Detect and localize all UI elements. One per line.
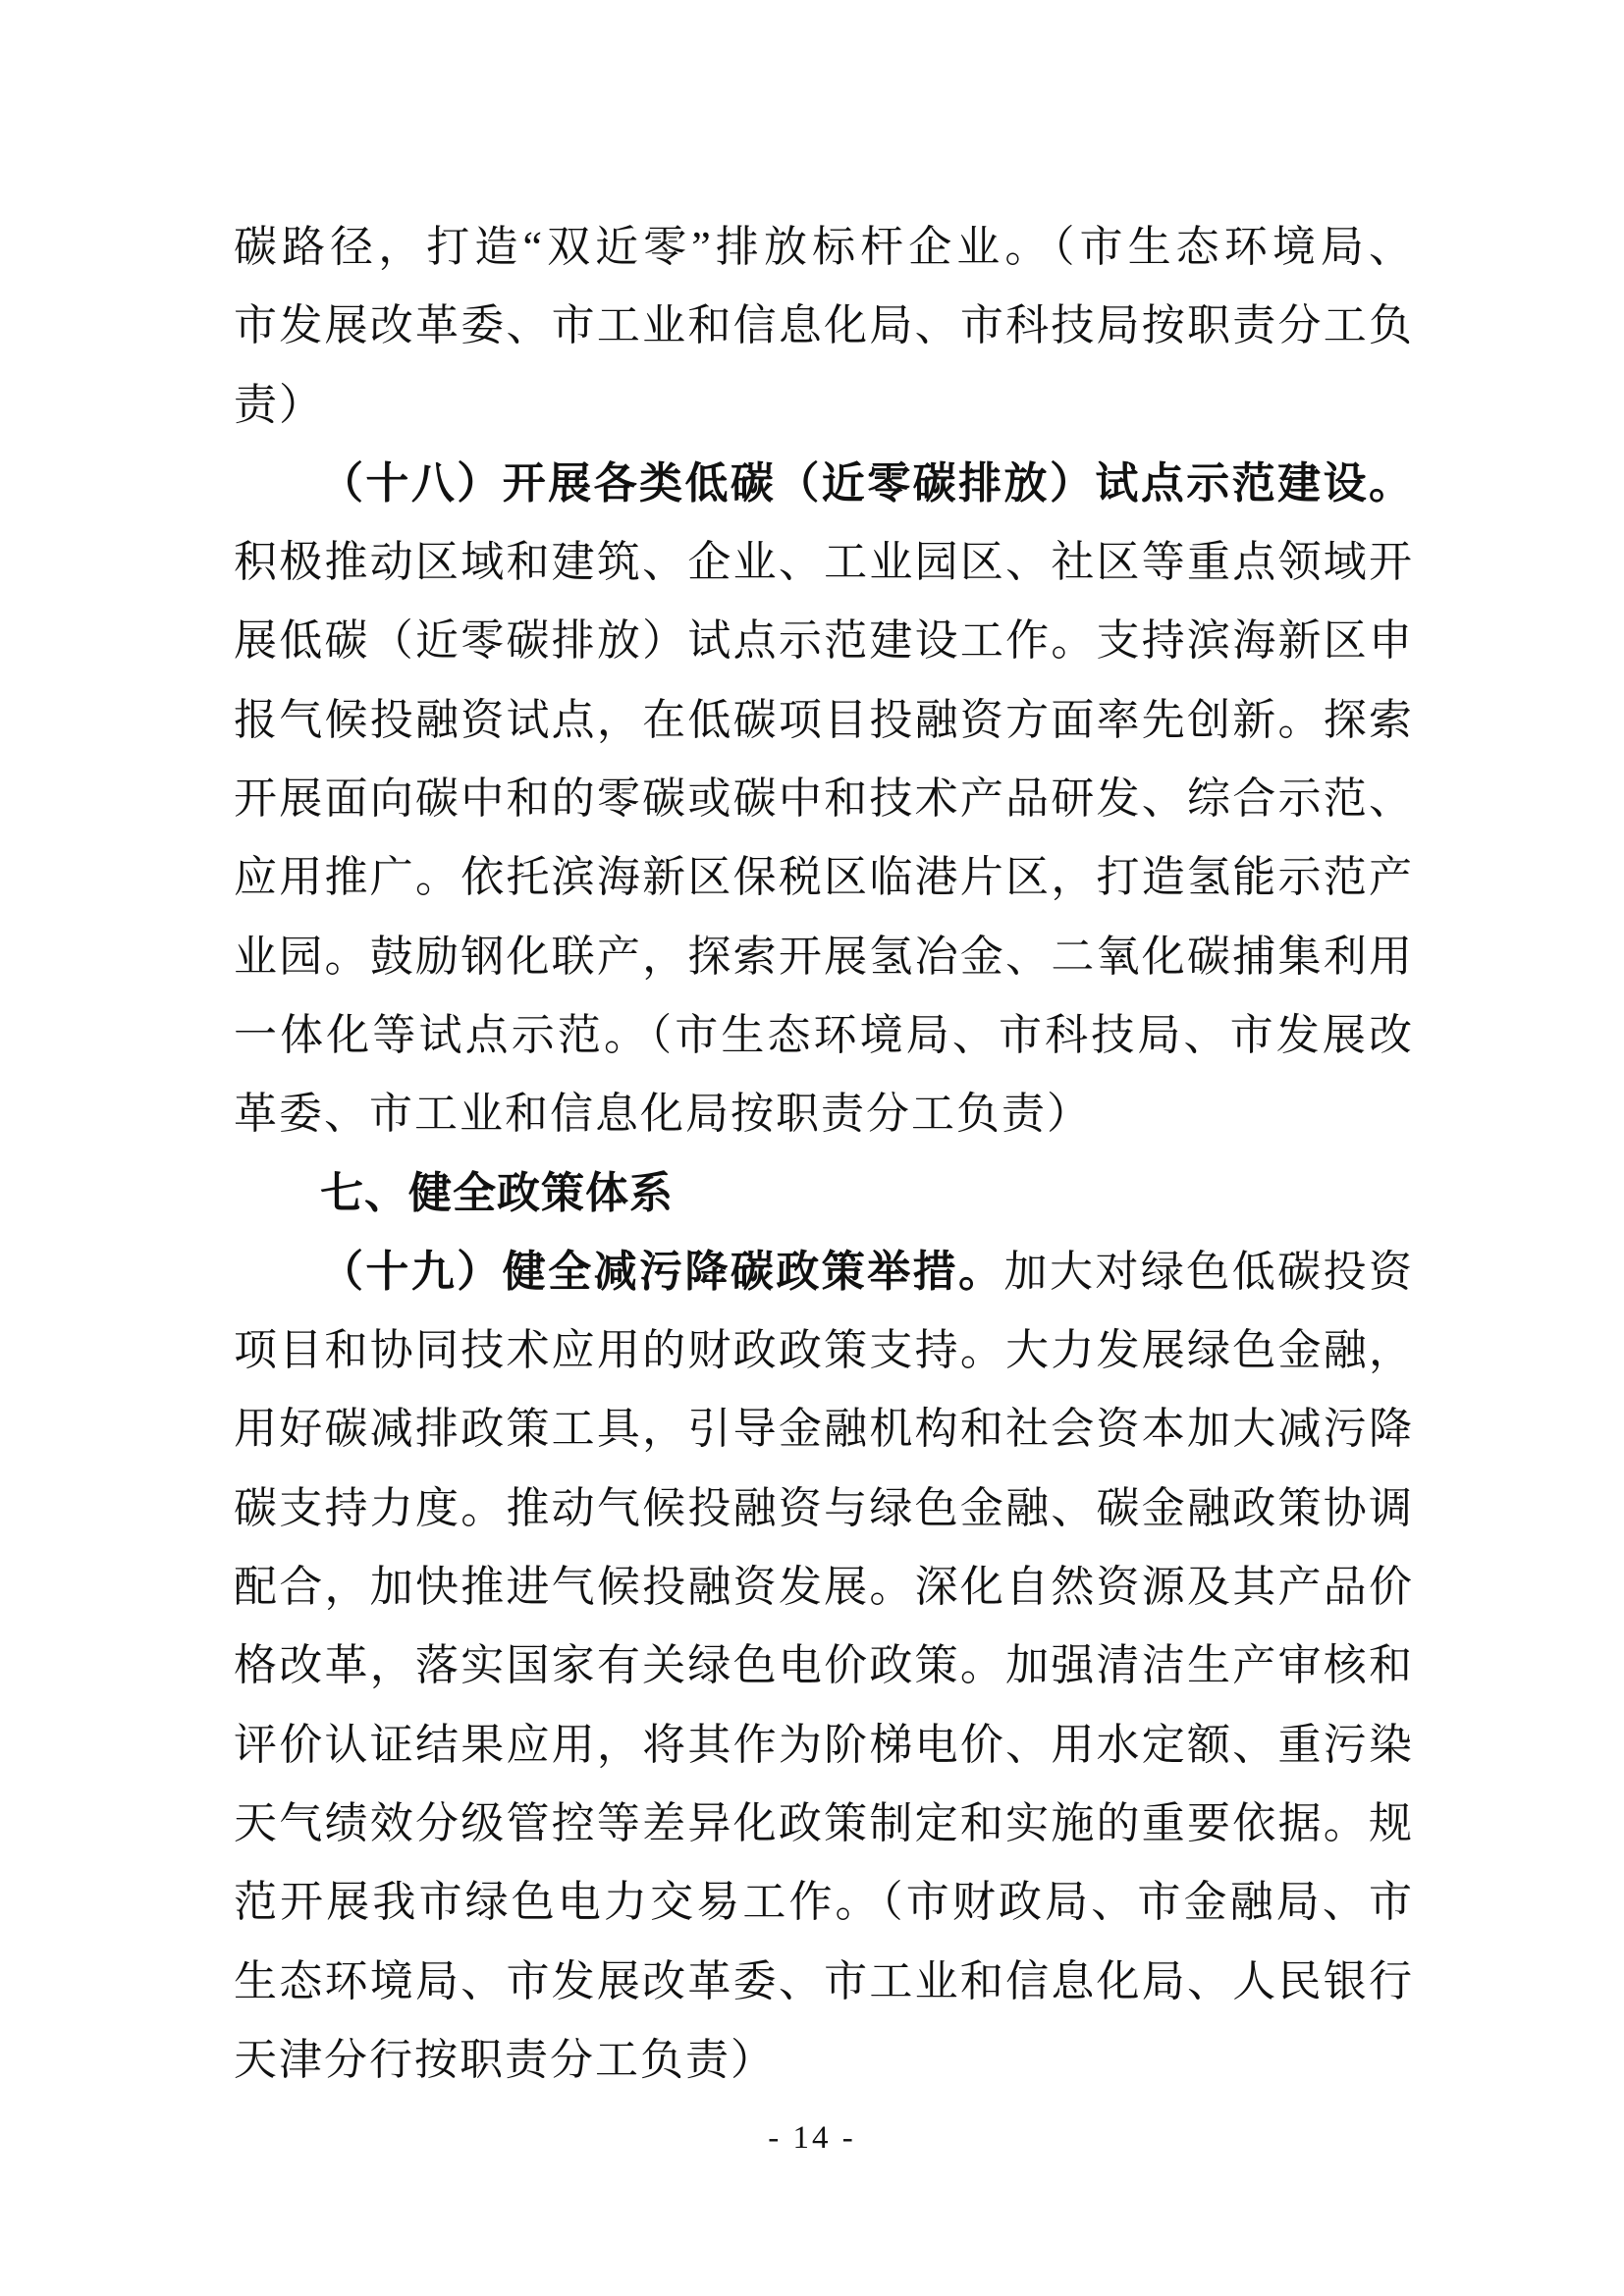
text-run: 开展面向碳中和的零碳或碳中和技术产品研发、综合示范、 <box>234 774 1412 824</box>
text-line <box>234 287 1412 365</box>
text-line <box>234 1311 1412 1390</box>
text-run: 用好碳减排政策工具，引导金融机构和社会资本加大减污降 <box>234 1405 1412 1454</box>
text-run: 项目和协同技术应用的财政政策支持。大力发展绿色金融， <box>234 1326 1412 1375</box>
text-line <box>234 1075 1412 1153</box>
text-line <box>234 1863 1412 1942</box>
text-line <box>234 2021 1412 2100</box>
text-run: 生态环境局、市发展改革委、市工业和信息化局、人民银行 <box>234 1956 1412 2005</box>
text-line <box>234 1706 1412 1785</box>
text-line <box>234 1785 1412 1863</box>
text-run: 碳路径，打造“双近零”排放标杆企业。（市生态环境局、 <box>234 223 1412 271</box>
text-run: 市发展改革委、市工业和信息化局、市科技局按职责分工负 <box>234 301 1412 350</box>
paragraph-lead-line <box>234 1233 1412 1311</box>
text-line <box>234 1548 1412 1627</box>
text-run: 报气候投融资试点，在低碳项目投融资方面率先创新。探索 <box>234 695 1412 744</box>
text-line <box>234 838 1412 917</box>
text-run: 配合，加快推进气候投融资发展。深化自然资源及其产品价 <box>234 1563 1412 1612</box>
text-line <box>234 366 1412 445</box>
text-run: 格改革，落实国家有关绿色电价政策。加强清洁生产审核和 <box>234 1641 1412 1690</box>
text-run: 积极推动区域和建筑、企业、工业园区、社区等重点领域开 <box>234 538 1412 587</box>
text-line <box>234 1627 1412 1705</box>
text-line <box>234 681 1412 760</box>
text-line <box>234 208 1412 287</box>
text-run: 责） <box>234 380 324 429</box>
bold-lead-sentence: （十八）开展各类低碳（近零碳排放）试点示范建设。 <box>320 458 1412 507</box>
text-run: 评价认证结果应用，将其作为阶梯电价、用水定额、重污染 <box>234 1720 1412 1769</box>
text-run: 一体化等试点示范。（市生态环境局、市科技局、市发展改 <box>234 1010 1412 1059</box>
text-line <box>234 760 1412 838</box>
bold-lead-sentence: （十九）健全减污降碳政策举措。 <box>320 1247 1004 1296</box>
text-run: 天气绩效分级管控等差异化政策制定和实施的重要依据。规 <box>234 1798 1412 1847</box>
text-run: 革委、市工业和信息化局按职责分工负责） <box>234 1090 1092 1139</box>
text-line <box>234 1469 1412 1548</box>
text-line <box>234 602 1412 680</box>
text-run: 加大对绿色低碳投资 <box>1003 1247 1413 1296</box>
text-line <box>234 1390 1412 1468</box>
text-run: 业园。鼓励钢化联产，探索开展氢冶金、二氧化碳捕集利用 <box>234 932 1412 981</box>
text-run: 展低碳（近零碳排放）试点示范建设工作。支持滨海新区申 <box>234 616 1412 666</box>
text-run: 范开展我市绿色电力交易工作。（市财政局、市金融局、市 <box>234 1878 1412 1927</box>
text-run: 天津分行按职责分工负责） <box>234 2035 776 2084</box>
text-line <box>234 523 1412 602</box>
paragraph-lead-line <box>234 445 1412 523</box>
text-line <box>234 918 1412 996</box>
text-run: 应用推广。依托滨海新区保税区临港片区，打造氢能示范产 <box>234 853 1412 902</box>
section-heading-text: 七、健全政策体系 <box>320 1168 674 1217</box>
body-text <box>234 208 1412 2100</box>
text-line <box>234 996 1412 1075</box>
page-number: - 14 - <box>768 2120 856 2156</box>
text-line <box>234 1943 1412 2021</box>
section-heading <box>234 1154 1412 1233</box>
text-run: 碳支持力度。推动气候投融资与绿色金融、碳金融政策协调 <box>234 1483 1412 1532</box>
